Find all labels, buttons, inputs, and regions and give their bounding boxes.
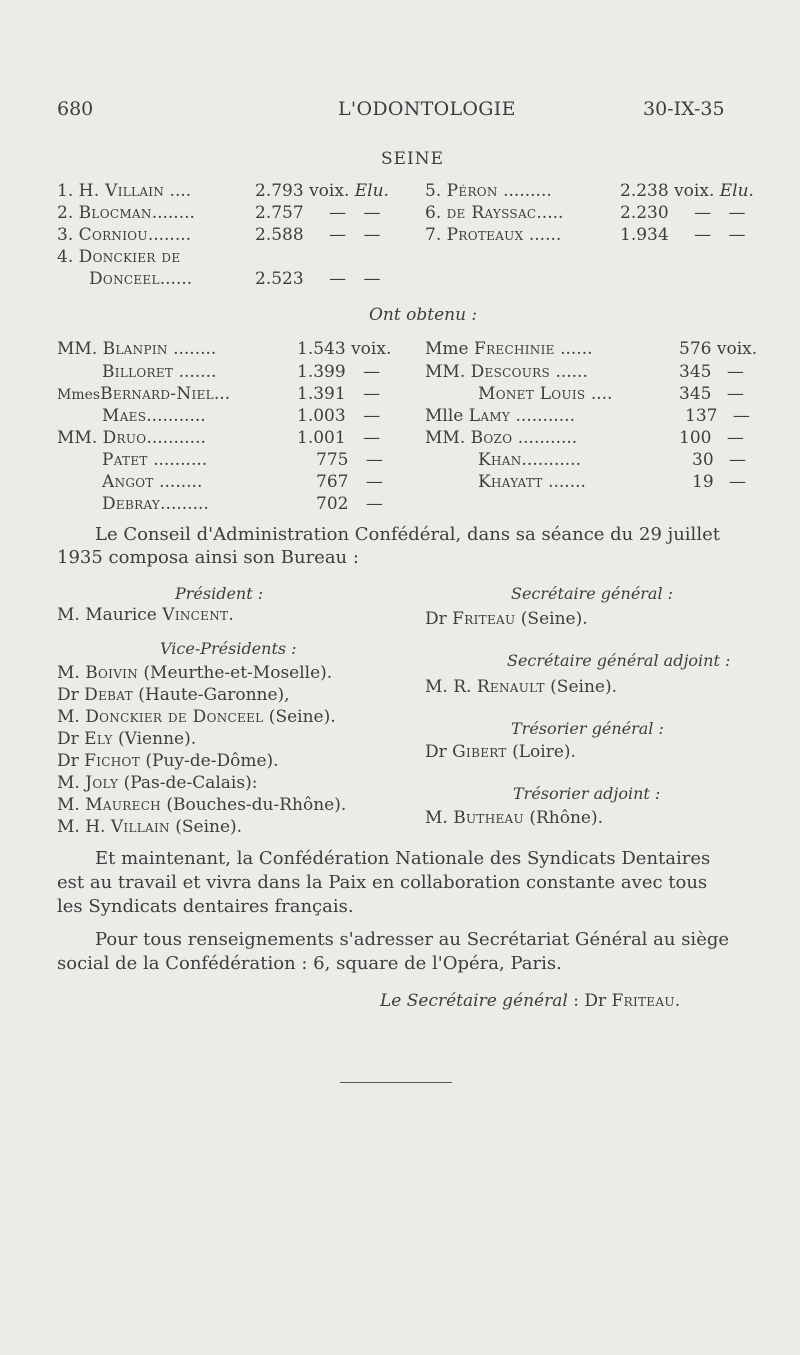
elected-status: Elu.: [719, 181, 754, 201]
vote-count: 2.793: [255, 181, 304, 201]
leader-dots: ...: [213, 384, 231, 404]
entry-prefix: M.: [57, 773, 86, 793]
vote-unit: —: [365, 450, 383, 470]
sg-label: Secrétaire général :: [511, 584, 674, 603]
vp-entry: [57, 750, 279, 772]
vote-unit: —: [363, 406, 381, 426]
person-name: Gibert: [452, 742, 507, 762]
leader-dots: ........: [173, 339, 217, 359]
candidate-name: Patet: [102, 450, 148, 470]
ta-label: Trésorier adjoint :: [513, 784, 661, 803]
obtained-votes: [679, 383, 744, 405]
paragraph-line: est au travail et vivra dans la Paix en collaboration constante avec tous: [57, 872, 708, 893]
vote-count: 1.391: [297, 384, 346, 404]
candidate-name: Druo: [102, 428, 147, 448]
candidate-name: Descours: [470, 362, 551, 382]
candidate-name: Khan: [478, 450, 522, 470]
obtained-votes: [297, 427, 380, 449]
person-name: Fichot: [84, 751, 140, 771]
vote-unit: —: [365, 494, 383, 514]
place: (Puy-de-Dôme).: [140, 751, 279, 771]
obtained-votes: [685, 405, 750, 427]
elected-status: —: [363, 225, 381, 245]
place: (Seine).: [263, 707, 336, 727]
vp-entry: [57, 794, 346, 816]
vp-entry: [57, 684, 290, 706]
honorific: MM.: [57, 428, 98, 448]
leader-dots: ......: [159, 269, 193, 289]
entry-prefix: Dr: [57, 729, 85, 749]
signature-label: Le Secrétaire général: [380, 991, 568, 1011]
vote-count: 576: [679, 339, 712, 359]
obtained-row: [57, 427, 206, 449]
obtained-votes: [297, 338, 391, 360]
leader-dots: ...........: [146, 428, 206, 448]
elected-votes: [255, 268, 380, 290]
person-name: Renault: [476, 677, 545, 697]
ta-entry: [425, 807, 603, 829]
obtained-votes: [679, 361, 744, 383]
obtained-row: [102, 493, 209, 515]
candidate-name: Lamy: [468, 406, 511, 426]
signature-separator: : Dr: [567, 991, 612, 1011]
row-number: 5.: [425, 181, 442, 201]
row-number: 1.: [57, 181, 74, 201]
place: (Pas-de-Calais):: [118, 773, 258, 793]
candidate-name: Monet Louis: [478, 384, 586, 404]
elected-status: —: [363, 203, 381, 223]
obtained-row: [478, 383, 612, 405]
president-entry: [57, 604, 234, 626]
leader-dots: ...........: [517, 428, 578, 448]
vote-unit: —: [329, 225, 347, 245]
obtained-row: [425, 427, 577, 449]
entry-prefix: M. Maurice: [57, 605, 163, 625]
vp-label: Vice-Présidents :: [160, 639, 297, 658]
paragraph-line: Et maintenant, la Confédération Nationale des Syndicats Dentaires: [95, 848, 711, 869]
closing-rule: [340, 1082, 452, 1083]
vote-unit: voix.: [716, 339, 758, 359]
leader-dots: ......: [555, 362, 588, 382]
leader-dots: ........: [147, 225, 192, 245]
candidate-name: Frechinie: [474, 339, 555, 359]
vote-count: 2.523: [255, 269, 304, 289]
place: (Vienne).: [112, 729, 197, 749]
vote-unit: —: [732, 406, 750, 426]
elected-row: [57, 224, 191, 246]
honorific: MM.: [57, 339, 98, 359]
leader-dots: ...........: [515, 406, 575, 426]
candidate-name: Donckier de: [78, 247, 181, 267]
vote-unit: —: [694, 203, 712, 223]
vote-unit: —: [365, 472, 383, 492]
vote-unit: —: [329, 203, 347, 223]
elected-row: [57, 180, 191, 202]
obtained-votes: [679, 338, 757, 360]
obtained-row: [478, 471, 586, 493]
obtained-row: [425, 361, 588, 383]
row-number: 4.: [57, 247, 74, 267]
sg-entry: [425, 608, 588, 630]
vote-count: 2.238: [620, 181, 669, 201]
leader-dots: ..........: [153, 450, 208, 470]
elected-votes: [255, 202, 380, 224]
vote-unit: —: [694, 225, 712, 245]
entry-prefix: Dr: [57, 751, 85, 771]
paragraph-line: 1935 composa ainsi son Bureau :: [57, 547, 359, 568]
vote-count: 1.399: [297, 362, 346, 382]
vote-unit: —: [729, 450, 747, 470]
obtained-title: Ont obtenu :: [369, 305, 478, 325]
candidate-name: Bozo: [470, 428, 513, 448]
entry-prefix: M.: [57, 707, 86, 727]
obtained-row: [102, 361, 216, 383]
page-number: 680: [57, 98, 94, 120]
vote-unit: voix.: [309, 181, 350, 201]
paragraph-line: Pour tous renseignements s'adresser au Secrétariat Général au siège: [95, 929, 730, 950]
entry-prefix: Dr: [57, 685, 85, 705]
treasurer-entry: [425, 741, 576, 763]
vote-unit: voix.: [674, 181, 715, 201]
vote-count: 19: [692, 472, 714, 492]
elected-row: [57, 246, 180, 268]
vp-entry: [57, 816, 242, 838]
vote-count: 30: [692, 450, 714, 470]
vote-count: 1.001: [297, 428, 346, 448]
candidate-name: Blanpin: [102, 339, 168, 359]
leader-dots: .......: [548, 472, 586, 492]
person-name: Debat: [84, 685, 133, 705]
sga-label: Secrétaire général adjoint :: [507, 651, 731, 670]
person-name: Joly: [85, 773, 119, 793]
obtained-row: [425, 405, 575, 427]
paragraph-line: social de la Confédération : 6, square de l'Opéra, Paris.: [57, 953, 562, 974]
leader-dots: ...........: [521, 450, 581, 470]
entry-prefix: M. R.: [425, 677, 477, 697]
journal-title: L'ODONTOLOGIE: [338, 98, 516, 120]
person-name: Ely: [84, 729, 113, 749]
obtained-row: [102, 449, 207, 471]
obtained-row: [102, 471, 202, 493]
vote-count: 2.588: [255, 225, 304, 245]
elected-status: Elu.: [354, 181, 389, 201]
president-label: Président :: [175, 584, 264, 603]
elected-votes: [620, 224, 745, 246]
person-name: Maurech: [85, 795, 161, 815]
vote-unit: —: [726, 384, 744, 404]
leader-dots: ...........: [146, 406, 206, 426]
place: (Bouches-du-Rhône).: [160, 795, 347, 815]
vp-entry: [57, 728, 196, 750]
vote-count: 1.003: [297, 406, 346, 426]
vp-entry: [57, 662, 332, 684]
sga-entry: [425, 676, 617, 698]
candidate-name: Billoret: [102, 362, 174, 382]
vote-unit: voix.: [351, 339, 392, 359]
vote-unit: —: [329, 269, 347, 289]
entry-prefix: Dr: [425, 609, 453, 629]
elected-votes: [620, 180, 754, 202]
vote-count: 702: [316, 494, 349, 514]
obtained-row: [425, 338, 593, 360]
place: (Seine).: [544, 677, 617, 697]
obtained-row: [57, 383, 230, 406]
candidate-name: Corniou: [78, 225, 148, 245]
elected-status: —: [728, 203, 746, 223]
vote-count: 2.230: [620, 203, 669, 223]
vote-count: 345: [679, 362, 712, 382]
honorific: MM.: [425, 362, 466, 382]
candidate-name: H. Villain: [78, 181, 165, 201]
leader-dots: ........: [159, 472, 203, 492]
candidate-name: Bernard-Niel: [100, 384, 214, 404]
obtained-votes: [297, 405, 380, 427]
obtained-votes: [692, 471, 746, 493]
place: (Meurthe-et-Moselle).: [138, 663, 333, 683]
obtained-votes: [679, 427, 744, 449]
obtained-votes: [297, 383, 380, 405]
vp-entry: [57, 706, 336, 728]
entry-prefix: M.: [425, 808, 454, 828]
candidate-name: Proteaux: [446, 225, 524, 245]
obtained-row: [57, 338, 216, 360]
candidate-name: Khayatt: [478, 472, 543, 492]
candidate-name: de Rayssac: [446, 203, 537, 223]
vote-unit: —: [726, 362, 744, 382]
obtained-votes: [316, 449, 383, 471]
obtained-votes: [316, 471, 383, 493]
place: (Haute-Garonne),: [132, 685, 290, 705]
obtained-votes: [297, 361, 380, 383]
row-number: 3.: [57, 225, 74, 245]
elected-row: [425, 224, 561, 246]
candidate-name: Donceel: [89, 269, 160, 289]
honorific: Mlle: [425, 406, 464, 426]
person-name: Friteau: [452, 609, 516, 629]
candidate-name: Blocman: [78, 203, 152, 223]
person-name: Butheau: [453, 808, 524, 828]
leader-dots: ....: [590, 384, 613, 404]
obtained-votes: [316, 493, 383, 515]
elected-votes: [255, 180, 389, 202]
elected-row-continued: [89, 268, 192, 290]
leader-dots: ......: [528, 225, 562, 245]
person-name: Vincent.: [162, 605, 235, 625]
signature-name: Friteau.: [611, 991, 681, 1011]
vote-count: 137: [685, 406, 718, 426]
leader-dots: ......: [560, 339, 593, 359]
person-name: Boivin: [85, 663, 138, 683]
elected-votes: [255, 224, 380, 246]
paragraph-line: les Syndicats dentaires français.: [57, 896, 354, 917]
obtained-row: [478, 449, 581, 471]
candidate-name: Maes: [102, 406, 147, 426]
issue-date: 30-IX-35: [643, 98, 725, 120]
entry-prefix: Dr: [425, 742, 453, 762]
honorific: Mmes: [57, 387, 101, 403]
vote-unit: —: [726, 428, 744, 448]
leader-dots: .......: [178, 362, 217, 382]
candidate-name: Debray: [102, 494, 161, 514]
leader-dots: ....: [169, 181, 192, 201]
elected-row: [57, 202, 195, 224]
leader-dots: ........: [151, 203, 195, 223]
entry-prefix: M.: [57, 795, 86, 815]
vote-unit: —: [363, 428, 381, 448]
entry-prefix: M.: [57, 663, 86, 683]
vote-count: 1.543: [297, 339, 346, 359]
vote-unit: —: [363, 384, 381, 404]
treasurer-label: Trésorier général :: [511, 719, 664, 738]
vote-count: 345: [679, 384, 712, 404]
obtained-votes: [692, 449, 746, 471]
leader-dots: .........: [160, 494, 209, 514]
place: (Seine).: [515, 609, 588, 629]
obtained-row: [102, 405, 206, 427]
row-number: 2.: [57, 203, 74, 223]
elected-status: —: [363, 269, 381, 289]
candidate-name: Angot: [102, 472, 154, 492]
row-number: 7.: [425, 225, 442, 245]
leader-dots: .........: [503, 181, 552, 201]
candidate-name: Péron: [446, 181, 498, 201]
honorific: Mme: [425, 339, 469, 359]
row-number: 6.: [425, 203, 442, 223]
elected-row: [425, 202, 563, 224]
honorific: MM.: [425, 428, 466, 448]
section-title: SEINE: [381, 149, 445, 169]
leader-dots: .....: [536, 203, 564, 223]
vote-count: 767: [316, 472, 349, 492]
vote-count: 100: [679, 428, 712, 448]
vp-entry: [57, 772, 257, 794]
vote-unit: —: [363, 362, 381, 382]
place: (Loire).: [506, 742, 576, 762]
place: (Seine).: [169, 817, 243, 837]
person-name: Villain: [110, 817, 170, 837]
person-name: Donckier de Donceel: [85, 707, 264, 727]
paragraph-line: Le Conseil d'Administration Confédéral, dans sa séance du 29 juillet: [95, 524, 720, 545]
elected-row: [425, 180, 552, 202]
signature: [380, 990, 680, 1012]
elected-status: —: [728, 225, 746, 245]
elected-votes: [620, 202, 745, 224]
vote-count: 775: [316, 450, 349, 470]
vote-unit: —: [729, 472, 747, 492]
entry-prefix: M. H.: [57, 817, 111, 837]
place: (Rhône).: [523, 808, 604, 828]
vote-count: 2.757: [255, 203, 304, 223]
vote-count: 1.934: [620, 225, 669, 245]
